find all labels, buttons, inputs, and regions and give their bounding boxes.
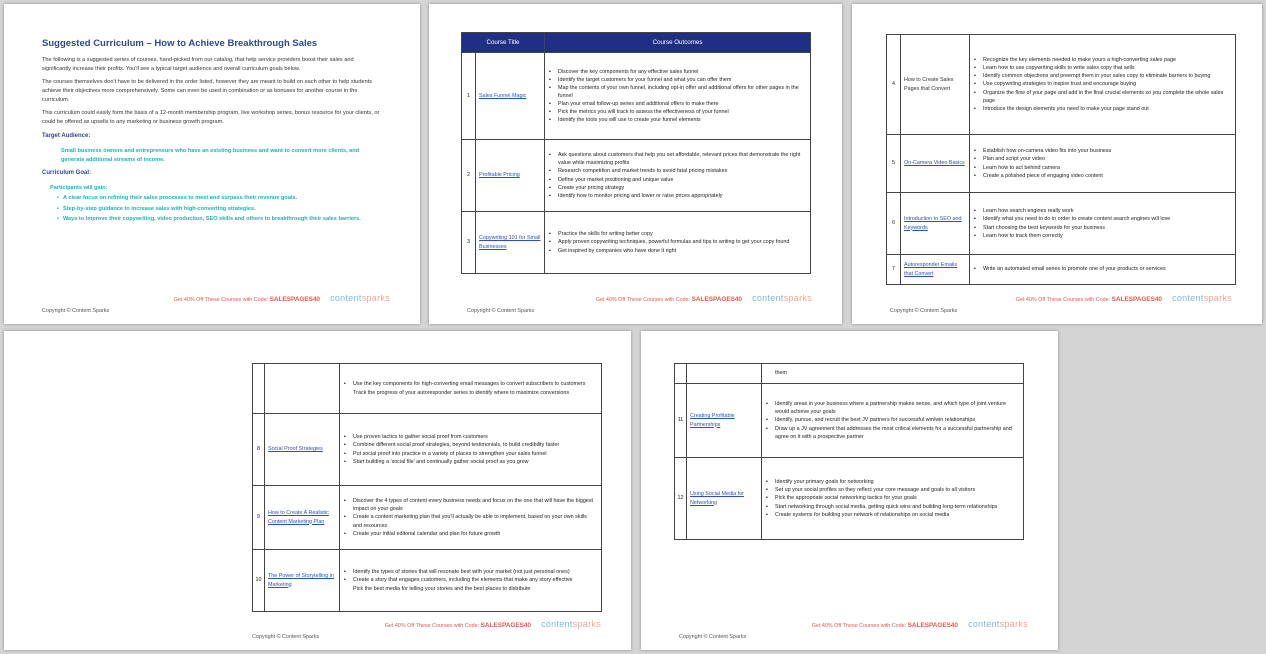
target-audience-text: Small business owners and entrepreneurs who have an existing business and want to convert more clients, and generate additional streams of income. bbox=[61, 147, 360, 163]
outcome-item: ▪ Recognize the key elements needed to make yours a high-converting sales page bbox=[974, 56, 1229, 64]
course-table bbox=[461, 32, 811, 274]
course-name[interactable]: Introduction to SEO and Keywords bbox=[901, 193, 970, 255]
table-row bbox=[253, 550, 602, 612]
table-row bbox=[675, 364, 1024, 384]
course-table bbox=[886, 34, 1236, 285]
intro-body bbox=[42, 56, 382, 226]
course-number: 10 bbox=[253, 550, 265, 612]
outcome-item: ▪ Use the key components for high-converting email messages to convert subscribers to customers bbox=[344, 380, 595, 388]
table-row bbox=[462, 212, 811, 274]
content-sparks-logo: contentsparks bbox=[541, 619, 601, 629]
outcome-item: ▪ Plan your email follow-up series and additional offers to make there bbox=[549, 100, 804, 108]
target-audience-label: Target Audience: bbox=[42, 132, 91, 139]
course-outcomes bbox=[340, 550, 602, 612]
course-title-header: Course Title bbox=[462, 33, 545, 53]
course-outcomes bbox=[545, 53, 811, 140]
outcome-item: ▪ Identify, pursue, and recruit the best JV partners for successful win/win relationships bbox=[766, 416, 1017, 424]
course-name bbox=[265, 364, 340, 414]
course-number: 6 bbox=[887, 193, 901, 255]
promo-text: Get 40% Off These Courses with Code: SALESPAGES40 bbox=[384, 622, 531, 629]
page-footer bbox=[252, 616, 601, 640]
gain-item: • Ways to improve their copywriting, video production, SEO skills and others to breakthrough their sales barriers. bbox=[57, 215, 382, 224]
course-outcomes-header: Course Outcomes bbox=[545, 33, 811, 53]
outcome-item: ▪ Identify common objections and preempt them in your sales copy to eliminate barriers to buying bbox=[974, 72, 1229, 80]
course-outcomes bbox=[340, 364, 602, 414]
intro-paragraph: This curriculum could easily form the basis of a 12-month membership program, live workshop series, bonus resource for your clients, or could be offered as upsells to any marketing or business growth program. bbox=[42, 110, 380, 125]
page-footer bbox=[890, 290, 1232, 314]
copyright-text: Copyright © Content Sparks bbox=[252, 634, 320, 640]
table-row bbox=[887, 193, 1236, 255]
course-number: 9 bbox=[253, 486, 265, 550]
course-outcomes bbox=[970, 35, 1236, 135]
page-1 bbox=[4, 4, 420, 324]
promo-text: Get 40% Off These Courses with Code: SALESPAGES40 bbox=[1015, 296, 1162, 303]
outcome-item: ▪ Discover the key components for any effective sales funnel bbox=[549, 68, 804, 76]
table-row bbox=[887, 135, 1236, 193]
page-3 bbox=[852, 4, 1262, 324]
outcome-item: ▪ Identify your primary goals for networking bbox=[766, 478, 1017, 486]
participants-gain-label: Participants will gain: bbox=[50, 184, 108, 191]
promo-text: Get 40% Off These Courses with Code: SALESPAGES40 bbox=[811, 622, 958, 629]
page-4 bbox=[4, 331, 631, 650]
course-outcomes bbox=[970, 135, 1236, 193]
course-name[interactable]: On-Camera Video Basics bbox=[901, 135, 970, 193]
course-outcomes bbox=[545, 140, 811, 212]
page-2 bbox=[429, 4, 842, 324]
course-outcomes bbox=[340, 414, 602, 486]
outcome-item: ▪ Pick the appropriate social networking tactics for your goals bbox=[766, 494, 1017, 502]
course-outcomes bbox=[970, 193, 1236, 255]
course-number: 12 bbox=[675, 458, 687, 540]
outcome-item: ▪ Create systems for building your network of relationships on social media bbox=[766, 511, 1017, 519]
outcome-item: ▪ Use proven tactics to gather social proof from customers bbox=[344, 433, 595, 441]
course-outcomes bbox=[545, 212, 811, 274]
outcome-item: ▪ Establish how on-camera video fits into your business bbox=[974, 147, 1229, 155]
outcome-item: ▪ Start building a 'social file' and continually gather social proof as you grow bbox=[344, 458, 595, 466]
outcome-item: ▪ Identify what you need to do in order to create content search engines will love bbox=[974, 215, 1229, 223]
course-name bbox=[687, 364, 762, 384]
outcome-item: ▪ Set up your social profiles so they reflect your core message and goals to all visitors bbox=[766, 486, 1017, 494]
course-number bbox=[675, 364, 687, 384]
outcome-item: ▪ Identify the tools you will use to create your funnel elements bbox=[549, 116, 804, 124]
outcome-item: Track the progress of your autoresponder series to identify where to maximize conversions bbox=[353, 389, 570, 396]
outcome-item: ▪ Combine different social proof strategies, beyond testimonials, to build credibility faster bbox=[344, 441, 595, 449]
course-name[interactable]: Profitable Pricing bbox=[476, 140, 545, 212]
outcome-item: them bbox=[775, 370, 787, 377]
course-outcomes bbox=[762, 458, 1024, 540]
table-row bbox=[462, 53, 811, 140]
outcome-item: ▪ Define your market positioning and unique value bbox=[549, 176, 804, 184]
page-footer bbox=[467, 290, 812, 314]
outcome-item: ▪ Write an automated email series to promote one of your products or services bbox=[974, 265, 1229, 273]
course-table bbox=[252, 363, 602, 612]
course-name[interactable]: Using Social Media for Networking bbox=[687, 458, 762, 540]
outcome-item: ▪ Use copywriting strategies to inspire trust and encourage buying bbox=[974, 80, 1229, 88]
outcome-item: ▪ Put social proof into practice in a variety of places to strengthen your sales funnel bbox=[344, 450, 595, 458]
outcome-item: ▪ Learn how to act behind camera bbox=[974, 164, 1229, 172]
gain-item: • A clear focus on refining their sales processes to meet and surpass their revenue goals. bbox=[57, 194, 382, 203]
outcome-item: ▪ Learn how to track them correctly bbox=[974, 232, 1229, 240]
table-header-row bbox=[462, 33, 811, 53]
outcome-item: ▪ Ask questions about customers that help you set affordable, relevant prices that demonstrate the right value while maximizing profits bbox=[549, 151, 804, 167]
course-number: 11 bbox=[675, 384, 687, 458]
promo-text: Get 40% Off These Courses with Code: SALESPAGES40 bbox=[173, 296, 320, 303]
table-row bbox=[253, 486, 602, 550]
outcome-item: ▪ Create a polished piece of engaging video content bbox=[974, 172, 1229, 180]
course-outcomes bbox=[970, 255, 1236, 285]
outcome-item: ▪ Create your initial editorial calendar and plan for future growth bbox=[344, 530, 595, 538]
course-name[interactable]: Sales Funnel Magic bbox=[476, 53, 545, 140]
outcome-item: ▪ Draw up a JV agreement that addresses the most critical elements for a successful partnership and agree on it with a prospective partner bbox=[766, 425, 1017, 441]
course-name: How to Create Sales Pages that Convert bbox=[901, 35, 970, 135]
promo-text: Get 40% Off These Courses with Code: SALESPAGES40 bbox=[595, 296, 742, 303]
outcome-item: Pick the best media for telling your stories and the best places to distribute bbox=[353, 585, 531, 592]
table-row bbox=[887, 255, 1236, 285]
page-5 bbox=[641, 331, 1058, 650]
course-number: 4 bbox=[887, 35, 901, 135]
outcome-item: ▪ Plan and script your video bbox=[974, 155, 1229, 163]
course-name[interactable]: How to Create A Realistic Content Marketing Plan bbox=[265, 486, 340, 550]
course-outcomes bbox=[762, 384, 1024, 458]
course-name[interactable]: Copywriting 101 for Small Businesses bbox=[476, 212, 545, 274]
outcome-item: ▪ Map the contents of your own funnel, including opt-in offer and additional offers for other pages in the funnel bbox=[549, 84, 804, 100]
outcome-item: ▪ Identify the types of stories that will resonate best with your market (not just personal ones) bbox=[344, 568, 595, 576]
gains-list bbox=[57, 194, 382, 224]
table-row bbox=[675, 384, 1024, 458]
outcome-item: ▪ Identify how to monitor pricing and lower or raise prices appropriately bbox=[549, 192, 804, 200]
course-number: 2 bbox=[462, 140, 476, 212]
course-name[interactable]: Creating Profitable Partnerships bbox=[687, 384, 762, 458]
course-number: 1 bbox=[462, 53, 476, 140]
table-row bbox=[462, 140, 811, 212]
content-sparks-logo: contentsparks bbox=[330, 293, 390, 303]
intro-paragraph: The following is a suggested series of courses, hand-picked from our catalog, that help service providers boost their sales and significantly increase their profits. You'll see a typical target audience and overall curriculum goals below. bbox=[42, 57, 354, 72]
course-number: 3 bbox=[462, 212, 476, 274]
outcome-item: ▪ Learn how search engines really work bbox=[974, 207, 1229, 215]
content-sparks-logo: contentsparks bbox=[968, 619, 1028, 629]
course-number: 7 bbox=[887, 255, 901, 285]
outcome-item: ▪ Start networking through social media, getting quick wins and building long-term relationships bbox=[766, 503, 1017, 511]
outcome-item: ▪ Pick the metrics you will track to assess the effectiveness of your funnel bbox=[549, 108, 804, 116]
copyright-text: Copyright © Content Sparks bbox=[42, 308, 110, 314]
outcome-item: ▪ Create a story that engages customers, including the elements that make any story effective bbox=[344, 576, 595, 584]
outcome-item: ▪ Get inspired by companies who have done it right bbox=[549, 247, 804, 255]
outcome-item: ▪ Learn how to use copywriting skills to write sales copy that sells bbox=[974, 64, 1229, 72]
course-name[interactable]: Autoresponder Emails that Convert bbox=[901, 255, 970, 285]
intro-paragraph: The courses themselves don't have to be delivered in the order listed, however they are meant to build on each other to help students achieve their objectives more comprehensively. Some can even be used in combination or as bonuses for another course in the curriculum. bbox=[42, 79, 373, 103]
page-footer bbox=[42, 290, 390, 314]
outcome-item: ▪ Create a content marketing plan that you'll actually be able to implement, based on your own skills and resources bbox=[344, 513, 595, 529]
outcome-item: ▪ Practice the skills for writing better copy bbox=[549, 230, 804, 238]
copyright-text: Copyright © Content Sparks bbox=[467, 308, 535, 314]
course-outcomes bbox=[340, 486, 602, 550]
course-name[interactable]: Social Proof Strategies bbox=[265, 414, 340, 486]
copyright-text: Copyright © Content Sparks bbox=[890, 308, 958, 314]
course-number: 8 bbox=[253, 414, 265, 486]
content-sparks-logo: contentsparks bbox=[752, 293, 812, 303]
course-outcomes bbox=[762, 364, 1024, 384]
table-row bbox=[675, 458, 1024, 540]
table-row bbox=[253, 414, 602, 486]
table-row bbox=[253, 364, 602, 414]
outcome-item: ▪ Discover the 4 types of content every business needs and focus on the one that will have the biggest impact on your goals bbox=[344, 497, 595, 513]
copyright-text: Copyright © Content Sparks bbox=[679, 634, 747, 640]
outcome-item: ▪ Apply proven copywriting techniques, powerful formulas and tips to writing to get your copy found bbox=[549, 238, 804, 246]
content-sparks-logo: contentsparks bbox=[1172, 293, 1232, 303]
course-name[interactable]: The Power of Storytelling in Marketing bbox=[265, 550, 340, 612]
course-number: 5 bbox=[887, 135, 901, 193]
outcome-item: ▪ Identify areas in your business where a partnership makes sense, and which type of joint venture would achieve your goals bbox=[766, 400, 1017, 416]
curriculum-goal-label: Curriculum Goal: bbox=[42, 170, 92, 177]
outcome-item: ▪ Organize the flow of your page and add in the final crucial elements so you complete the whole sales page bbox=[974, 89, 1229, 105]
outcome-item: ▪ Introduce the design elements you need to make your page stand out bbox=[974, 105, 1229, 113]
curriculum-title: Suggested Curriculum – How to Achieve Breakthrough Sales bbox=[42, 38, 318, 49]
outcome-item: ▪ Start choosing the best keywords for your business bbox=[974, 224, 1229, 232]
table-row bbox=[887, 35, 1236, 135]
gain-item: • Step-by-step guidance to increase sales with high-converting strategies. bbox=[57, 205, 382, 214]
course-number bbox=[253, 364, 265, 414]
page-footer bbox=[679, 616, 1028, 640]
outcome-item: ▪ Identify the target customers for your funnel and what you can offer them bbox=[549, 76, 804, 84]
outcome-item: ▪ Create your pricing strategy bbox=[549, 184, 804, 192]
course-table bbox=[674, 363, 1024, 540]
outcome-item: ▪ Research competition and market trends to avoid fatal pricing mistakes bbox=[549, 167, 804, 175]
